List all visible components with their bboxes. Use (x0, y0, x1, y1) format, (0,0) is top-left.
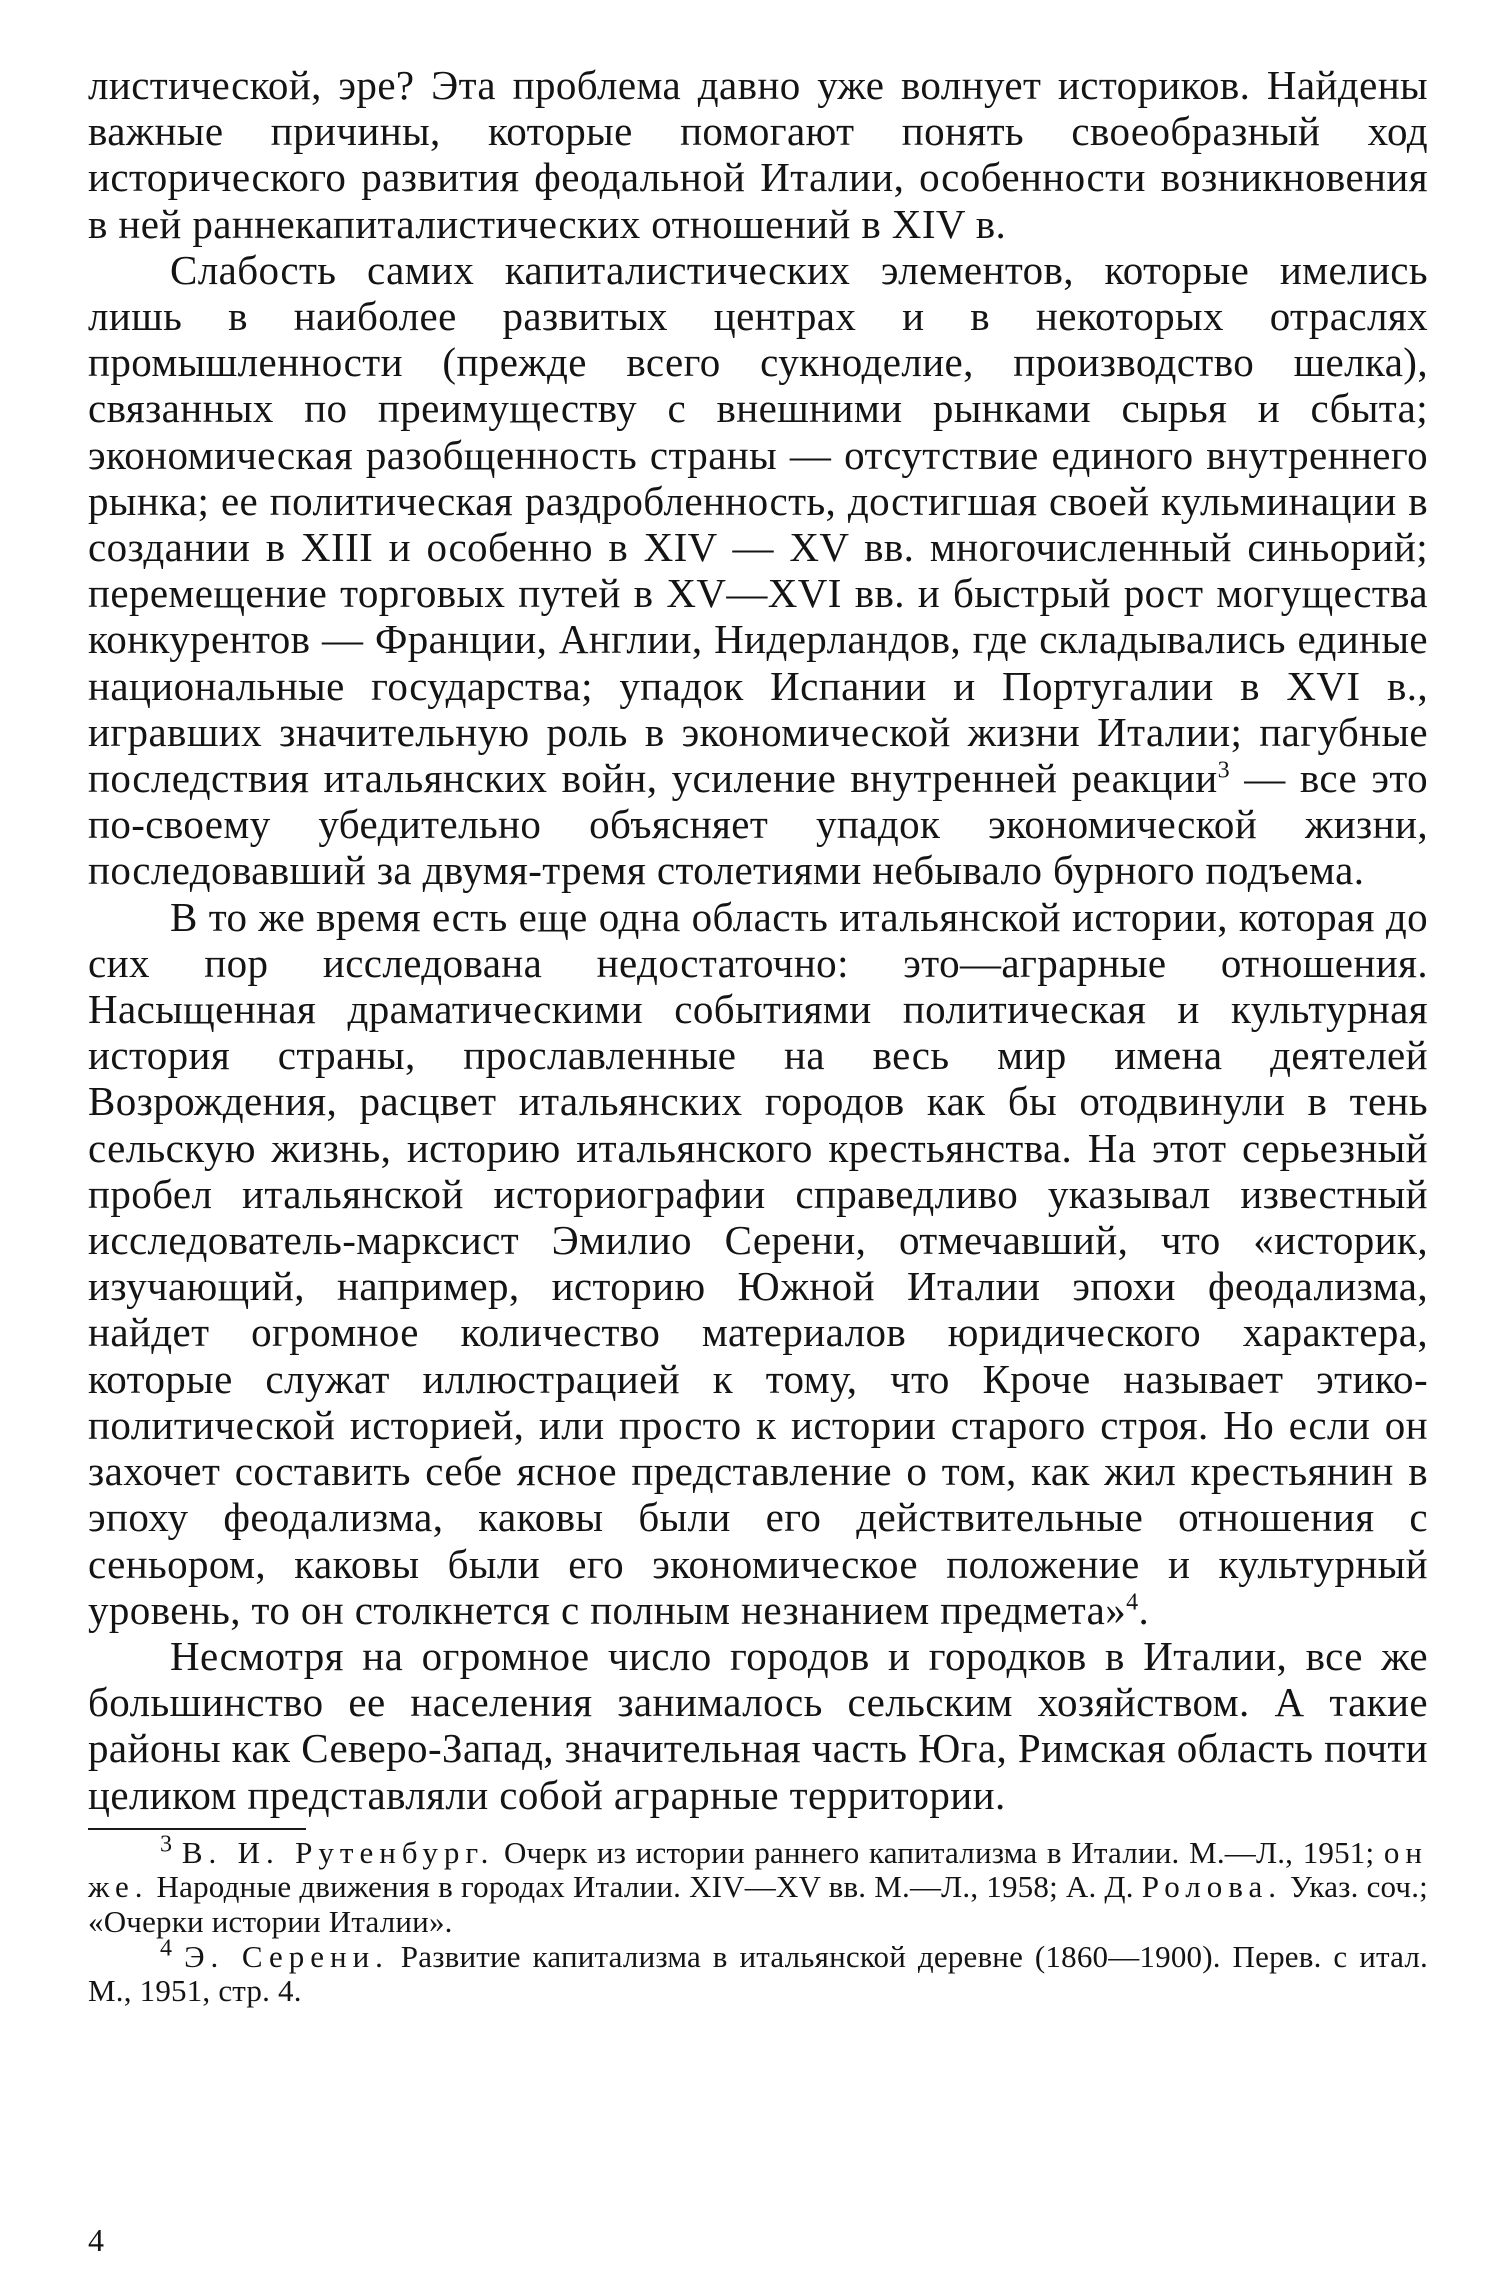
footnote-divider (88, 1828, 306, 1830)
footnote-ref-3: 3 (1217, 757, 1230, 784)
page-number: 4 (88, 2222, 104, 2258)
footnote-text: Очерк из истории раннего капитализма в Италии. М.—Л., 1951; (494, 1834, 1384, 1870)
footnote-3 (88, 1831, 1429, 1940)
paragraph-text: . (1138, 1586, 1150, 1633)
footnote-ref-4: 4 (1126, 1589, 1139, 1616)
footnote-author: он же. (88, 1834, 1429, 1905)
paragraph-continuation: листической, эре? Эта проблема давно уже волнует историков. Найдены важные причины, которые помогают понять своеобразный ход исторического развития феодальной Италии, особенности возникновения в ней раннекапиталистических отношений в XIV в. (88, 62, 1428, 247)
footnote-4 (88, 1935, 1428, 2009)
paragraph-text: В то же время есть еще одна область итальянской истории, которая до сих пор исследована недостаточно: это—аграрные отношения. Насыщенная драматическими событиями политическая и культурная история страны, прославленные на весь мир имена деятелей Возрождения, расцвет итальянских городов как бы отодвинули в тень сельскую жизнь, историю итальянского крестьянства. На этот серьезный пробел итальянской историографии справедливо указывал известный исследователь-марксист Эмилио Серени, отмечавший, что «историк, изучающий, например, историю Южной Италии эпохи феодализма, найдет огромное количество материалов юридического характера, которые служат иллюстрацией к тому, что Кроче называет этико-политической историей, или просто к истории старого строя. Но если он захочет составить себе ясное представление о том, как жил крестьянин в эпоху феодализма, каковы были его действительные отношения с сеньором, каковы были его экономическое положение и культурный уровень, то он столкнется с полным незнанием предмета» (88, 893, 1428, 1633)
footnote-author: Ролова. (1141, 1869, 1282, 1905)
footnote-author: Э. Серени. (184, 1938, 389, 1974)
footnote-author: В. И. Рутенбург. (181, 1834, 495, 1870)
paragraph-text: Слабость самих капиталистических элементов, которые имелись лишь в наиболее развитых центрах и в некоторых отраслях промышленности (прежде всего сукноделие, производство шелка), связанных по преимуществу с внешними рынками сырья и сбыта; экономическая разобщенность страны — отсутствие единого внутреннего рынка; ее политическая раздробленность, достигшая своей кульминации в создании в XIII и особенно в XIV — XV вв. многочисленный синьорий; перемещение торговых путей в XV—XVI вв. и быстрый рост могущества конкурентов — Франции, Англии, Нидерландов, где складывались единые национальные государства; упадок Испании и Португалии в XVI в., игравших значительную роль в экономической жизни Италии; пагубные последствия итальянских войн, усиление внутренней реакции (88, 246, 1428, 802)
page-body (88, 62, 1428, 2009)
paragraph-weakness (88, 247, 1428, 894)
paragraph-agrarian (88, 894, 1428, 1633)
footnote-marker: 4 (160, 1935, 173, 1962)
footnote-text: Указ. соч.; «Очерки истории Италии». (88, 1869, 1428, 1939)
footnote-text: Народные движения в городах Италии. XIV—XV вв. М.—Л., 1958; А. Д. (148, 1869, 1142, 1905)
footnote-text: Развитие капитализма в итальянской деревне (1860—1900). Перев. с итал. М., 1951, стр. 4. (88, 1938, 1428, 2009)
paragraph-text: — все это по-своему убедительно объясняет упадок экономической жизни, последовавший за двумя-тремя столетиями небывало бурного подъема. (88, 755, 1429, 894)
footnote-marker: 3 (160, 1831, 173, 1858)
paragraph-population: Несмотря на огромное число городов и городков в Италии, все же большинство ее населения занималось сельским хозяйством. А такие районы как Северо-Запад, значительная часть Юга, Римская область почти целиком представляли собой аграрные территории. (88, 1632, 1428, 1818)
